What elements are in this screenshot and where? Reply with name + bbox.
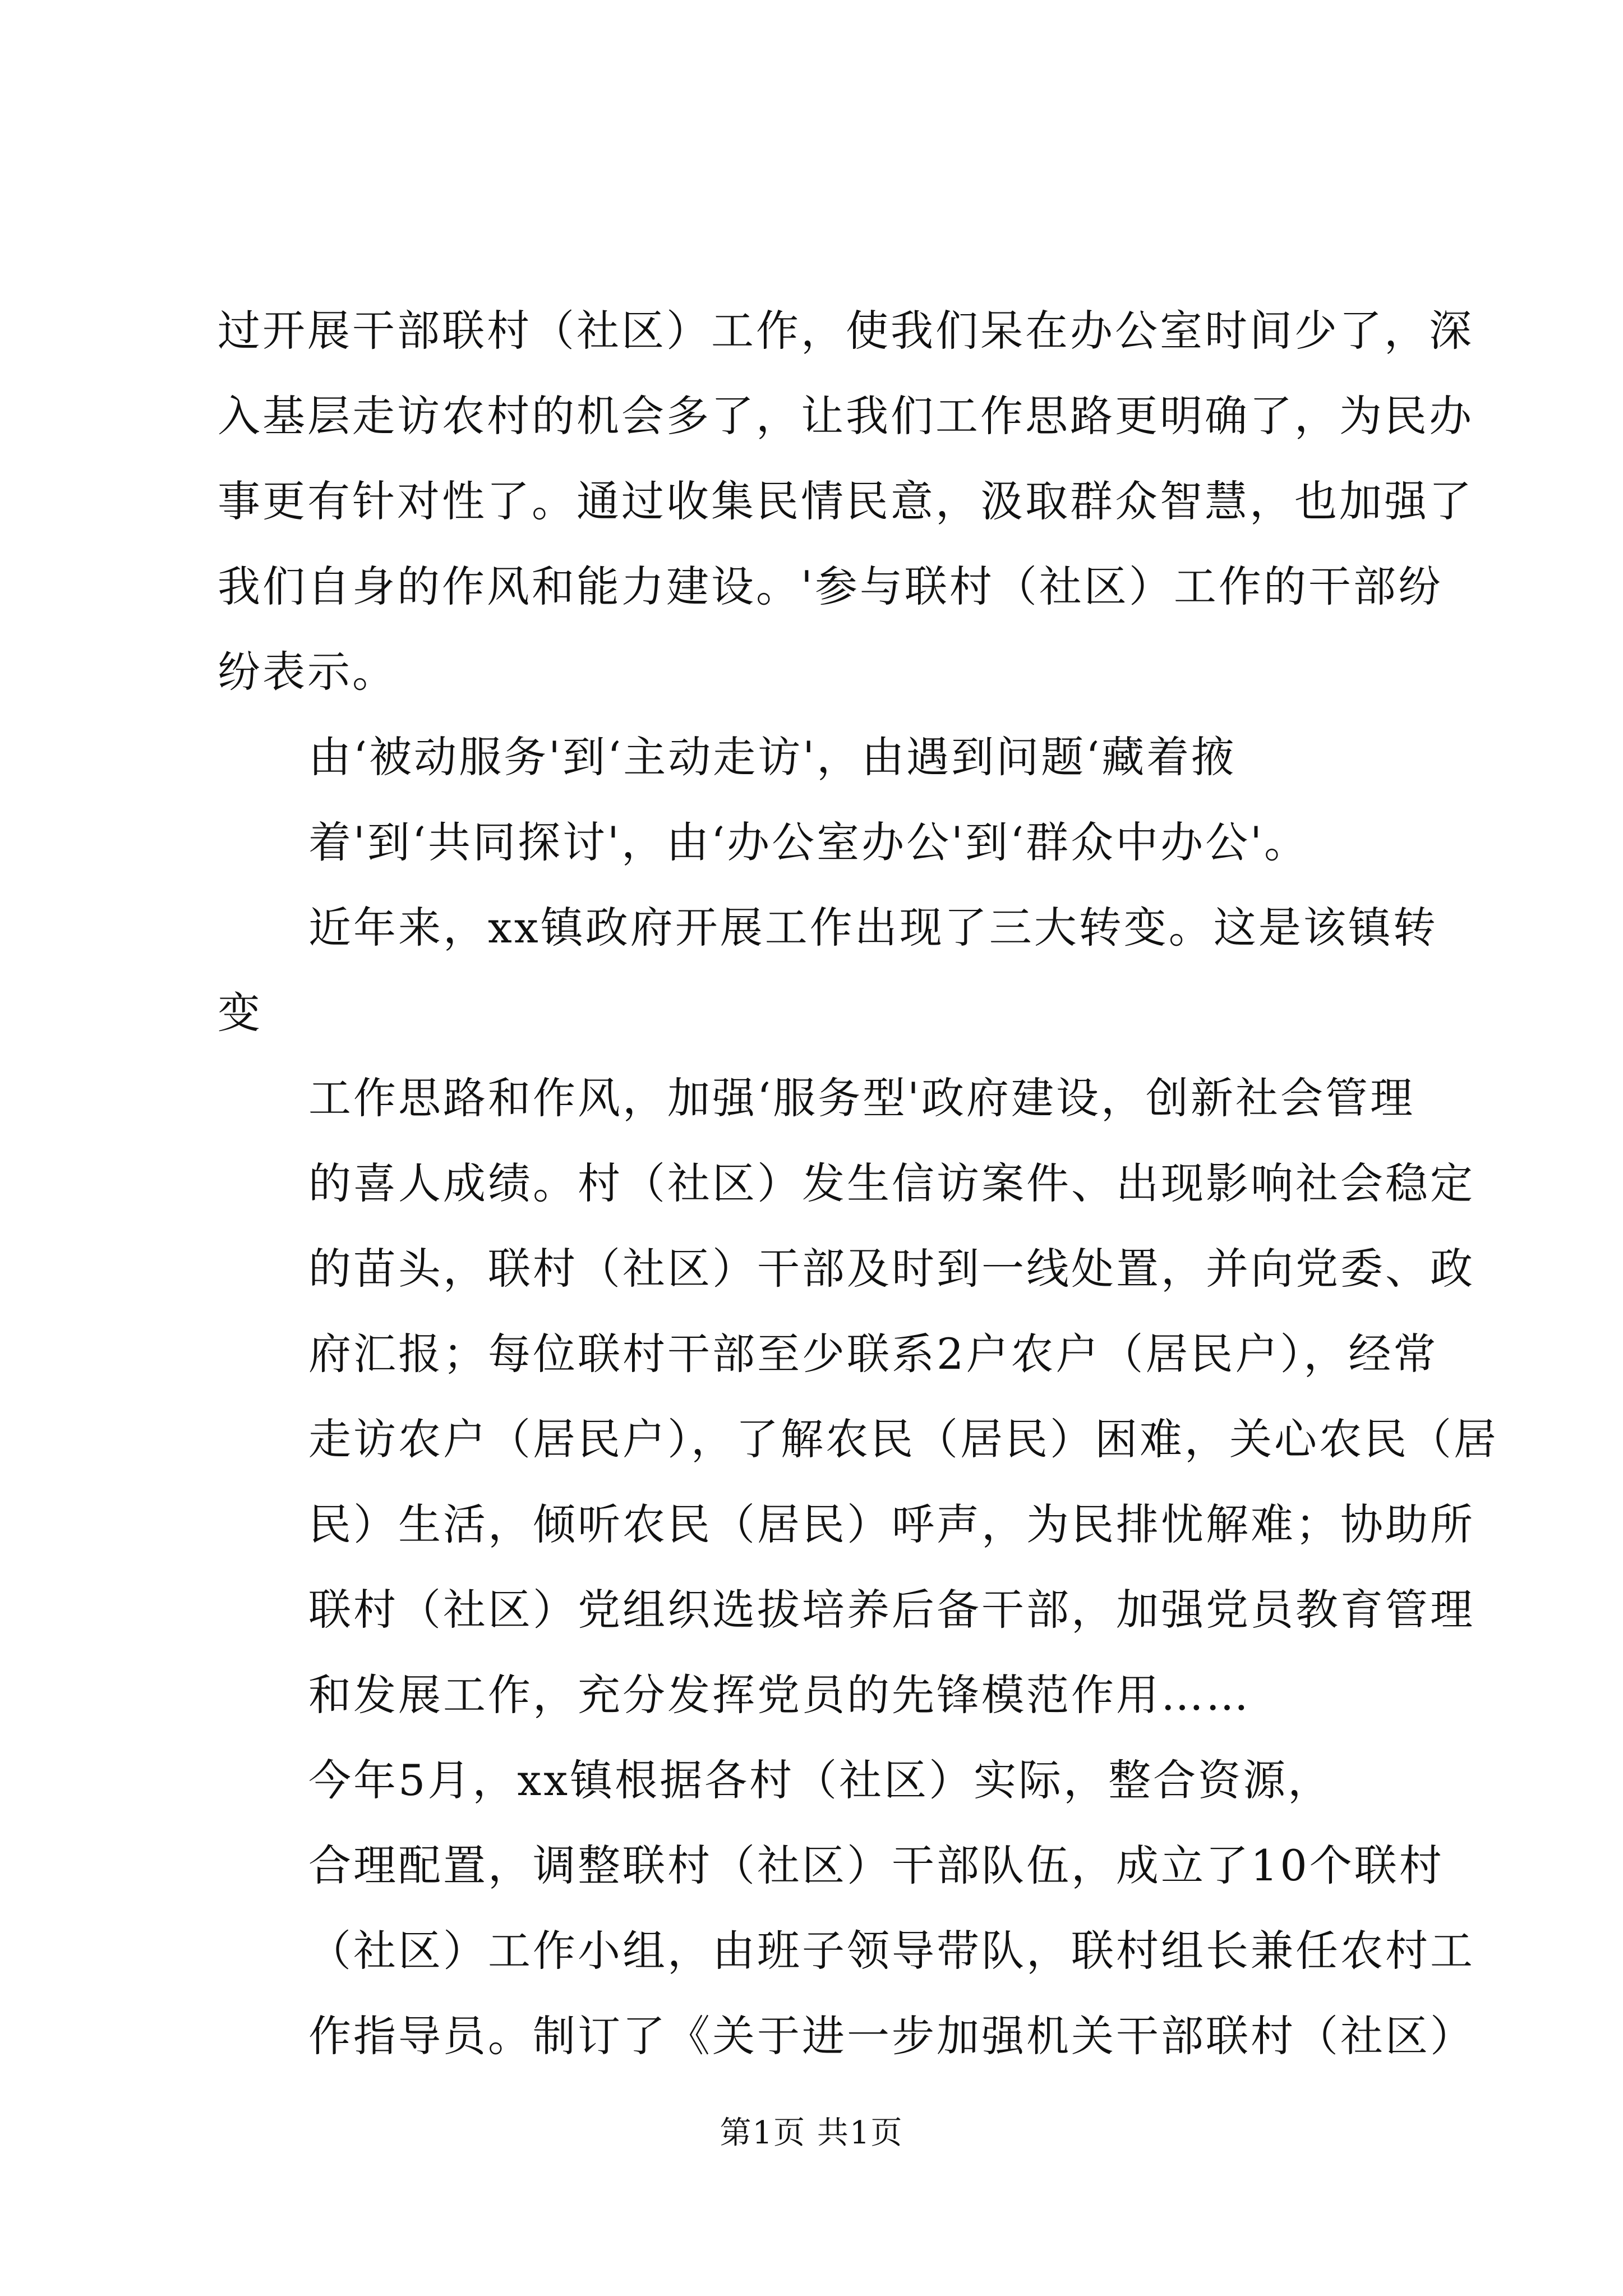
text-line: 由‘被动服务'到‘主动走访'，由遇到问题‘藏着掖: [308, 732, 1237, 782]
text-line: 合理配置，调整联村（社区）干部队伍，成立了10个联村: [308, 1841, 1444, 1890]
text-line: 今年5月，xx镇根据各村（社区）实际，整合资源，: [308, 1755, 1333, 1805]
text-line: 近年来，xx镇政府开展工作出现了三大转变。这是该镇转: [308, 903, 1438, 953]
page-footer: 第1页 共1页: [720, 2115, 903, 2151]
text-line: 入基层走访农村的机会多了，让我们工作思路更明确了，为民办: [218, 391, 1474, 441]
text-line: 和发展工作，充分发挥党员的先锋模范作用……: [308, 1670, 1251, 1720]
text-line: 纷表示。: [218, 647, 397, 697]
text-line: 的喜人成绩。村（社区）发生信访案件、出现影响社会稳定: [308, 1158, 1475, 1208]
text-line: 民）生活，倾听农民（居民）呼声，为民排忧解难；协助所: [308, 1499, 1475, 1549]
text-line: 联村（社区）党组织选拔培养后备干部，加强党员教育管理: [308, 1585, 1475, 1635]
text-line: 着'到‘共同探讨'，由‘办公室办公'到‘群众中办公'。: [308, 817, 1310, 867]
text-line: 作指导员。制订了《关于进一步加强机关干部联村（社区）: [308, 2011, 1475, 2061]
text-line: 我们自身的作风和能力建设。'参与联村（社区）工作的干部纷: [218, 562, 1443, 611]
text-line: 过开展干部联村（社区）工作，使我们呆在办公室时间少了，深: [218, 306, 1474, 356]
text-line: 工作思路和作风，加强‘服务型'政府建设，创新社会管理: [308, 1073, 1415, 1123]
text-line: 的苗头，联村（社区）干部及时到一线处置，并向党委、政: [308, 1244, 1475, 1294]
text-line: 变: [218, 988, 262, 1038]
text-line: 府汇报；每位联村干部至少联系2户农户（居民户），经常: [308, 1329, 1438, 1379]
text-line: 走访农户（居民户），了解农民（居民）困难，关心农民（居: [308, 1414, 1498, 1464]
text-line: （社区）工作小组，由班子领导带队，联村组长兼任农村工: [308, 1926, 1475, 1976]
text-line: 事更有针对性了。通过收集民情民意，汲取群众智慧，也加强了: [218, 476, 1474, 526]
